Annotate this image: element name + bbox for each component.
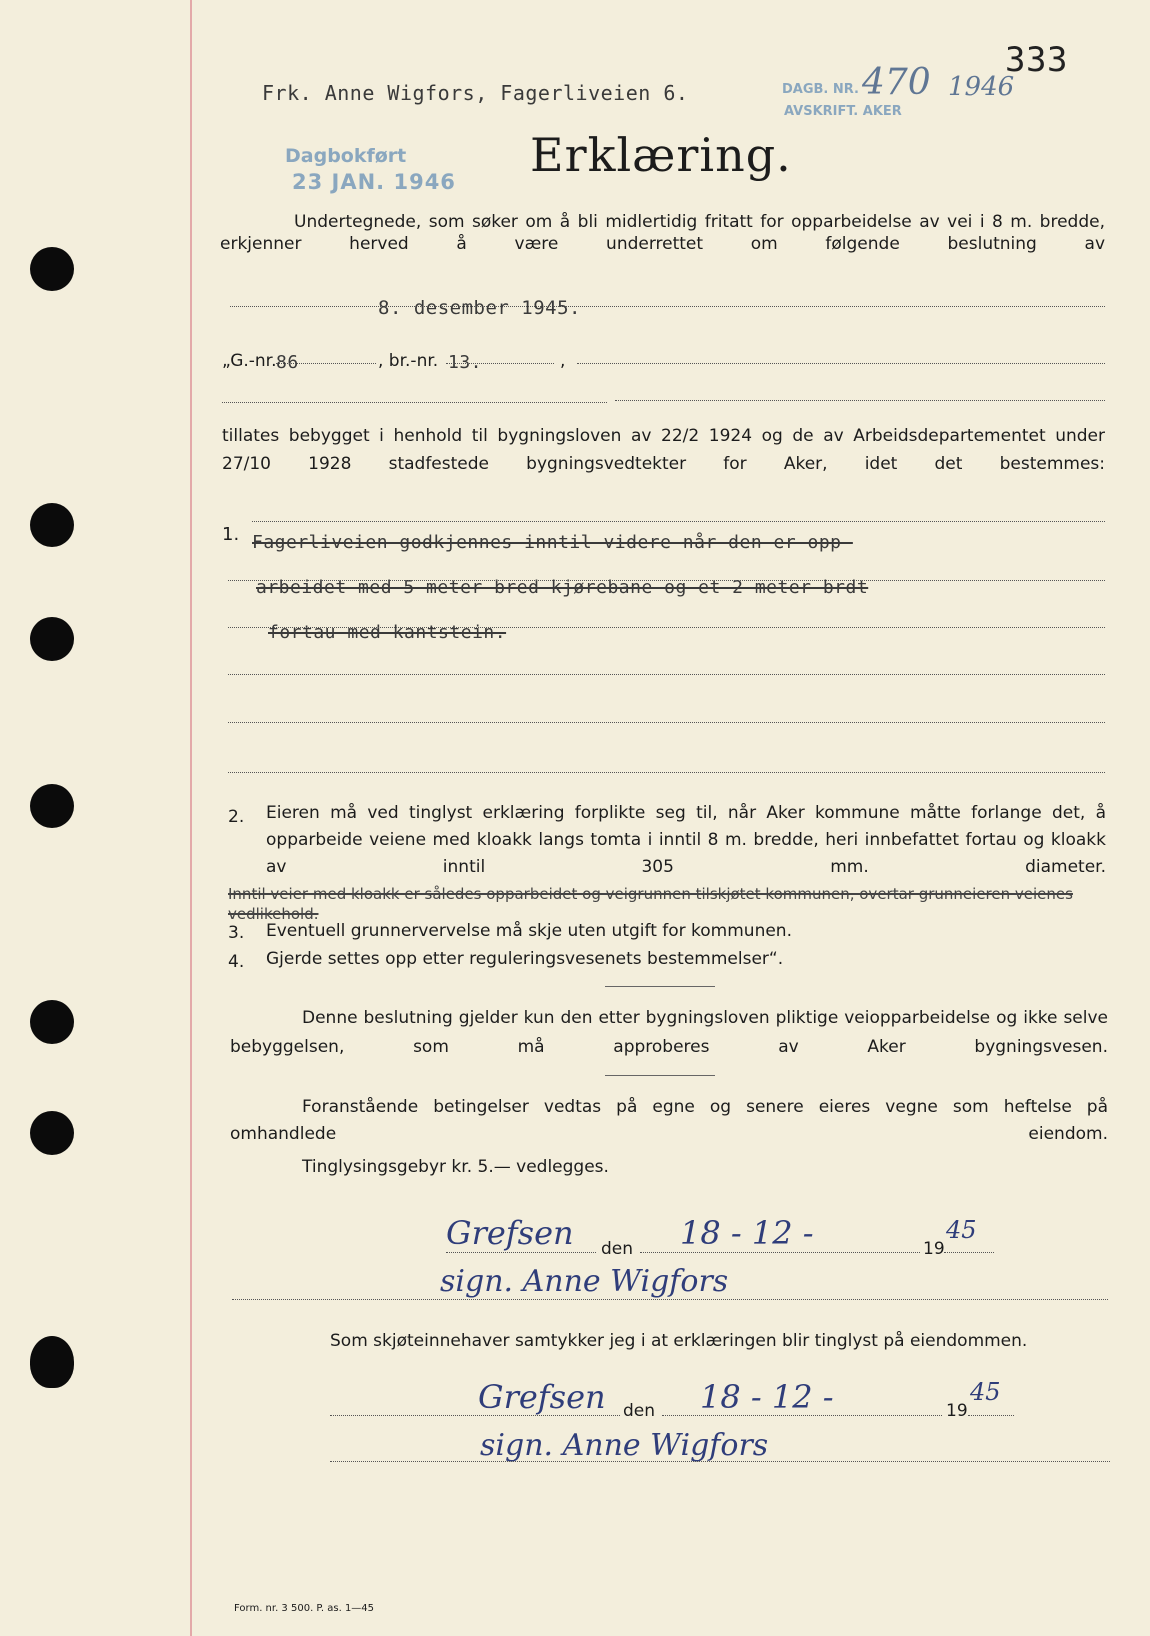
page-title: Erklæring. xyxy=(530,128,792,182)
clause-intro: tillates bebygget i henhold til bygningsloven av 22/2 1924 og de av Arbeidsdepartementet under 27/10 1928 stadfestede bygningsvedtekter for Aker, idet det bestemmes: xyxy=(222,426,1105,475)
condition-2-struck-text: Inntil veier med kloakk er således opparbeidet og veigrunnen tilskjøtet kommunen, overtar grunneieren veienes vedlikehold. xyxy=(228,885,1073,923)
gnr-value: 86 xyxy=(276,352,299,373)
dotted-line xyxy=(228,580,1105,581)
decision-date: 8. desember 1945. xyxy=(378,297,581,319)
dotted-line xyxy=(252,521,1105,522)
avskrift-stamp: AVSKRIFT. AKER xyxy=(784,104,902,119)
note-paragraph: Denne beslutning gjelder kun den etter bygningsloven pliktige veiopparbeidelse og ikke selve bebyggelsen, som må approberes av Aker bygningsvesen. xyxy=(230,1008,1108,1057)
page-number: 333 xyxy=(1005,40,1068,80)
condition-number: 1. xyxy=(222,524,240,545)
fee-line: Tinglysingsgebyr kr. 5.— vedlegges. xyxy=(302,1157,609,1177)
year-prefix: 19 xyxy=(946,1401,968,1421)
dotted-line xyxy=(232,1299,1108,1300)
dagbokfort-stamp: Dagbokført xyxy=(285,145,407,167)
punch-hole xyxy=(30,247,74,291)
consent-line: Som skjøteinnehaver samtykker jeg i at erklæringen blir tinglyst på eiendommen. xyxy=(330,1331,1028,1351)
dotted-line xyxy=(577,363,1105,364)
condition-1-line: fortau med kantstein. xyxy=(268,622,507,643)
sign-place: Grefsen xyxy=(446,1214,574,1252)
condition-2-text: Eieren må ved tinglyst erklæring forplikte seg til, når Aker kommune måtte forlange det, å opparbeide veiene med kloakk langs tomta i inntil 8 m. bredde, heri innbefattet fortau og kloakk av inntil 305 mm. diameter. xyxy=(266,803,1106,878)
dotted-line xyxy=(276,363,376,364)
dotted-line xyxy=(615,400,1105,401)
document-page: Frk. Anne Wigfors, Fagerliveien 6. DAGB. NR. 470 1946 AVSKRIFT. AKER 333 Dagbokført 23 JAN. 1946 Erklæring. Undertegnede, som søker om å bli midlertidig fritatt for opparbeidelse av vei i 8 m. bredde, erkjenner herved å være underrettet om følgende beslutning av 8. desember 1945. „G.-nr. 86 , br.-nr. 13. , tillates bebygget i henhold til bygningsloven av 22/2 1924 og de av Arbeidsdepartementet under 27/10 1928 stadfestede bygningsvedtekter for Aker, idet det bestemmes: 1. Fagerliveien godkjennes inntil videre når den er opp- arbeidet med 5 meter bred kjørebane og et 2 meter brdt fortau med kantstein. 2. Eieren må ved tinglyst erklæring forplikte seg til, når Aker kommune måtte forlange det, å opparbeide veiene med kloakk langs tomta i inntil 8 m. bredde, heri innbefattet fortau og kloakk av inntil 305 mm. diameter. Inntil veier med kloakk er således opparbeidet og veigrunnen tilskjøtet kommunen, overtar grunneieren veienes vedlikehold. 3. Eventuell grunnervervelse må skje uten utgift for kommunen. 4. Gjerde settes opp etter reguleringsvesenets bestemmelser“. Denne beslutning gjelder kun den etter bygningsloven pliktige veiopparbeidelse og ikke selve bebyggelsen, som må approberes av Aker bygningsvesen. Foranstående betingelser vedtas på egne og senere eieres vegne som heftelse på omhandlede eiendom. Tinglysingsgebyr kr. 5.— vedlegges. Grefsen den 18 - 12 - 19 45 sign. Anne Wigfors Som skjøteinnehaver samtykker jeg i at erklæringen blir tinglyst på eiendommen. Grefsen den 18 - 12 - 19 45 sign. Anne Wigfors Form. nr. 3 500. P. as. 1—45 xyxy=(0,0,1150,1636)
dotted-line xyxy=(944,1252,994,1253)
sign-place: Grefsen xyxy=(478,1378,606,1416)
den-label: den xyxy=(601,1239,634,1259)
condition-number: 3. xyxy=(228,923,245,943)
sign-date: 18 - 12 - xyxy=(680,1214,814,1252)
dagb-year: 1946 xyxy=(948,72,1015,102)
year-suffix: 45 xyxy=(946,1216,977,1244)
punch-hole xyxy=(30,617,74,661)
punch-hole xyxy=(30,1000,74,1044)
brnr-label: , br.-nr. xyxy=(378,351,439,371)
dotted-line xyxy=(228,772,1105,773)
sender-line: Frk. Anne Wigfors, Fagerliveien 6. xyxy=(262,81,689,105)
year-prefix: 19 xyxy=(923,1239,945,1259)
punch-hole xyxy=(30,503,74,547)
punch-hole xyxy=(30,784,74,828)
condition-number: 4. xyxy=(228,952,245,972)
dagbokfort-date: 23 JAN. 1946 xyxy=(292,170,456,194)
condition-1-line: arbeidet med 5 meter bred kjørebane og et 2 meter brdt xyxy=(256,577,869,598)
gnr-label: „G.-nr. xyxy=(222,351,277,371)
dotted-line xyxy=(222,402,607,403)
year-suffix: 45 xyxy=(970,1378,1001,1406)
divider xyxy=(605,986,715,987)
dotted-line xyxy=(968,1415,1014,1416)
condition-1-line: Fagerliveien godkjennes inntil videre når den er opp- xyxy=(252,532,853,553)
dotted-line xyxy=(640,1252,920,1253)
margin-line xyxy=(190,0,192,1636)
dotted-line xyxy=(330,1415,620,1416)
dotted-line xyxy=(446,1252,596,1253)
dotted-line xyxy=(446,363,554,364)
dotted-line xyxy=(662,1415,942,1416)
dotted-line xyxy=(228,722,1105,723)
foranstaende-paragraph: Foranstående betingelser vedtas på egne og senere eieres vegne som heftelse på omhandlede eiendom. xyxy=(230,1097,1108,1145)
condition-4-text: Gjerde settes opp etter reguleringsvesenets bestemmelser“. xyxy=(266,949,784,969)
signature: sign. Anne Wigfors xyxy=(440,1264,729,1299)
punch-hole xyxy=(30,1111,74,1155)
brnr-value: 13. xyxy=(448,352,483,373)
intro-paragraph: Undertegnede, som søker om å bli midlertidig fritatt for opparbeidelse av vei i 8 m. bredde, erkjenner herved å være underrettet om følgende beslutning av xyxy=(220,212,1105,255)
punch-hole xyxy=(30,1336,74,1388)
form-footer: Form. nr. 3 500. P. as. 1—45 xyxy=(234,1603,375,1614)
den-label: den xyxy=(623,1401,656,1421)
dagb-stamp-label: DAGB. NR. xyxy=(782,82,859,97)
dotted-line xyxy=(330,1461,1110,1462)
sign-date: 18 - 12 - xyxy=(700,1378,834,1416)
divider xyxy=(605,1075,715,1076)
dotted-line xyxy=(228,674,1105,675)
dotted-line xyxy=(230,306,1105,307)
signature: sign. Anne Wigfors xyxy=(480,1428,769,1463)
condition-number: 2. xyxy=(228,807,245,827)
dotted-line xyxy=(228,627,1105,628)
condition-3-text: Eventuell grunnervervelse må skje uten utgift for kommunen. xyxy=(266,921,792,941)
dagb-number: 470 xyxy=(862,62,931,103)
